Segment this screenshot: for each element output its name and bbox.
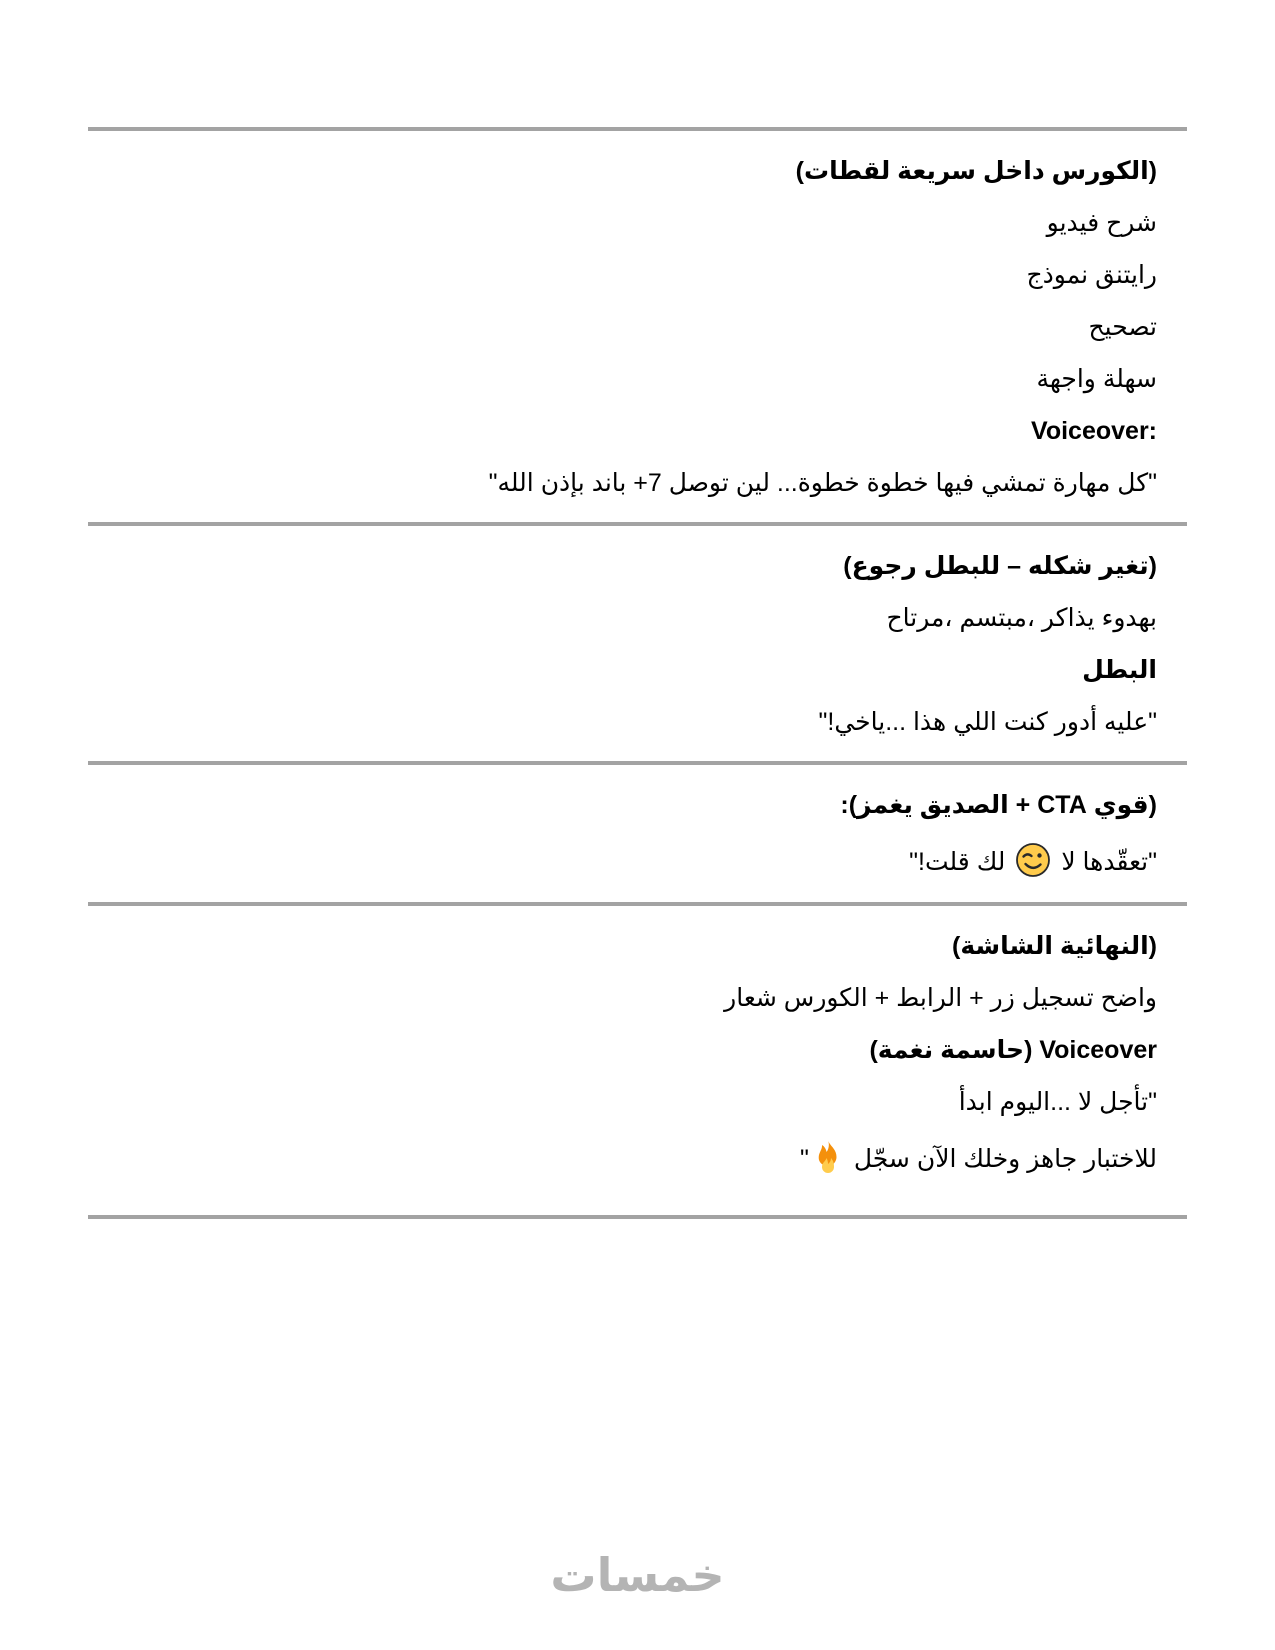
script-line [88, 983, 1157, 1013]
scene-heading [88, 1035, 1157, 1065]
text-run: شعار‎ الكورس‎ + الرابط‎ + زر‎ تسجيل‎ واضح [724, 984, 1157, 1012]
scene-heading [88, 416, 1157, 446]
text-run: "كل مهارة تمشي فيها خطوة خطوة... لين توصل 7+ باند بإذن الله" [488, 469, 1157, 497]
text-run: تصحيح [1088, 313, 1157, 341]
scene-heading [88, 156, 1157, 186]
script-line [88, 707, 1157, 737]
text-run: (نغمة‎ حاسمة)‎ Voiceover [869, 1036, 1157, 1064]
text-run: ابدأ‎ اليوم...‎ لا‎ تأجل‎" [958, 1088, 1157, 1116]
khamsat-watermark-logo: خمسات [550, 1549, 725, 1601]
text-run: "!قلت‎ لك‎ [909, 848, 1013, 876]
script-line [88, 1087, 1157, 1117]
script-line [88, 603, 1157, 633]
scene-heading [88, 551, 1157, 581]
scene-heading [88, 931, 1157, 961]
script-section [88, 761, 1187, 902]
text-run: فيديو‎ شرح [1046, 209, 1157, 237]
script-section [88, 127, 1187, 522]
text-run: مرتاح،‎ مبتسم،‎ يذاكر‎ بهدوء [886, 604, 1157, 632]
script-line [88, 1139, 1157, 1175]
text-run: Voiceover: [1031, 417, 1157, 445]
script-line [88, 468, 1157, 498]
text-run: " [800, 1145, 809, 1173]
script-line [88, 312, 1157, 342]
text-run: (لقطات‎ سريعة‎ داخل‎ الكورس) [795, 157, 1157, 185]
text-run: نموذج‎ رايتنق [1026, 261, 1157, 289]
text-run: (رجوع‎ للبطل‎ – شكله‎ تغير) [843, 552, 1157, 580]
script-line [88, 842, 1157, 878]
text-run: (قوي CTA + الصديق يغمز): [840, 791, 1157, 819]
script-document [88, 127, 1187, 1219]
text-run: لا‎ تعقّدها‎" [1054, 848, 1157, 876]
text-run: البطل [1082, 656, 1157, 684]
fire-emoji-icon [812, 1139, 844, 1175]
script-line [88, 364, 1157, 394]
script-line [88, 260, 1157, 290]
wink-emoji-icon [1015, 842, 1051, 878]
scene-heading [88, 790, 1157, 820]
scene-heading [88, 655, 1157, 685]
script-section [88, 522, 1187, 761]
script-section [88, 902, 1187, 1219]
text-run: واجهة‎ سهلة [1036, 365, 1157, 393]
text-run: "!ياخي...‎ هذا‎ اللي‎ كنت‎ أدور‎ عليه‎" [818, 708, 1157, 736]
text-run: سجّل‎ الآن‎ وخلك‎ جاهز‎ للاختبار [846, 1145, 1157, 1173]
text-run: (الشاشة‎ النهائية) [952, 932, 1157, 960]
script-line [88, 208, 1157, 238]
